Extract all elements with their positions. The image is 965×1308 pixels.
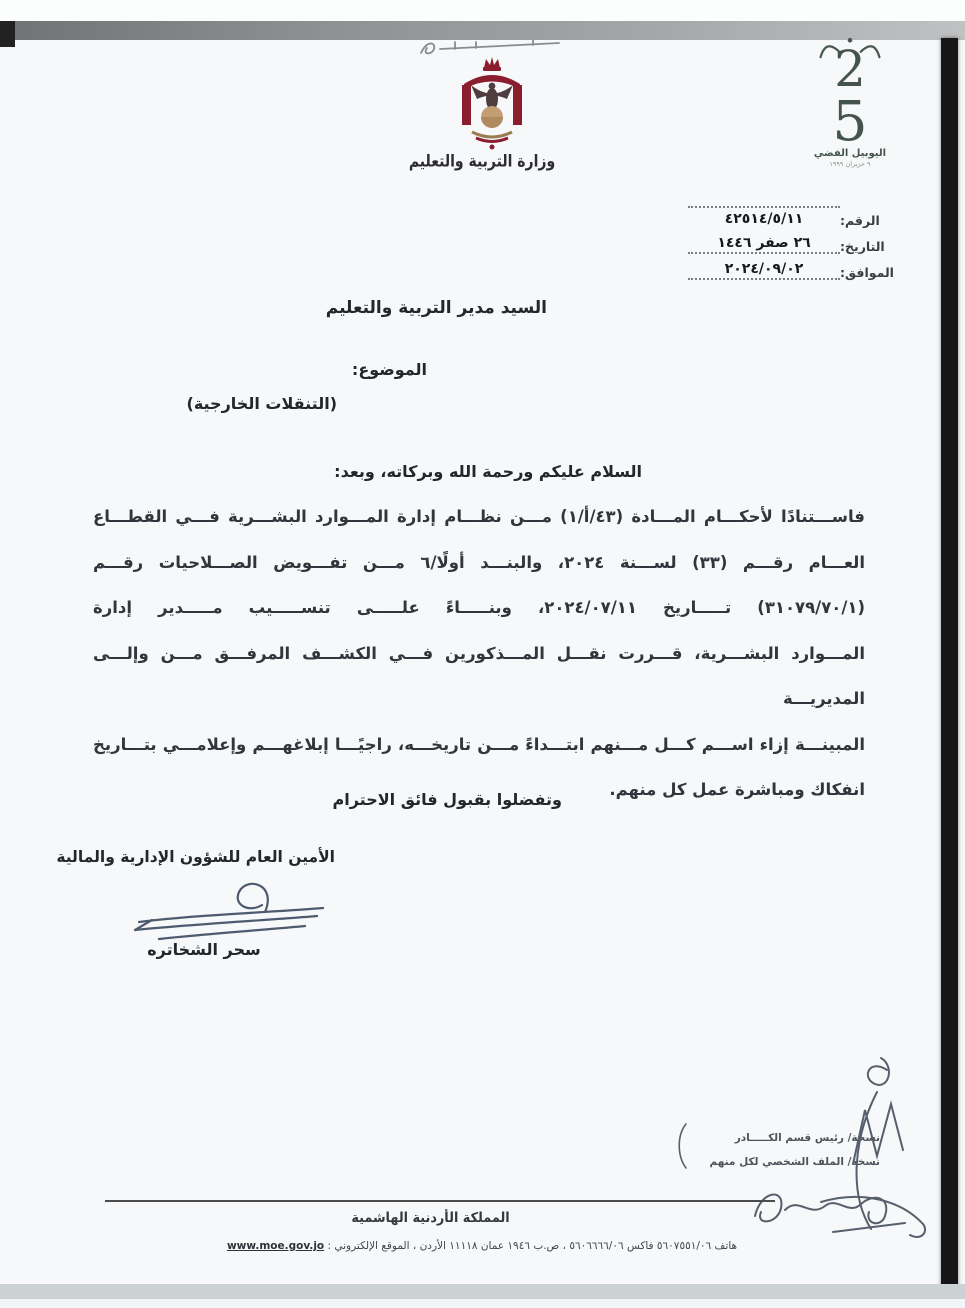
jubilee-subcaption: ٩ حزيران ١٩٩٩ — [829, 160, 871, 168]
body-line: المـــوارد البشـــرية، قـــررت نقـــل المـــذكورين فـــي الكشـــف المرفـــق مـــن وإلـــى المديريـــة — [93, 643, 865, 708]
jubilee-25-logo — [798, 34, 902, 168]
jordan-coat-of-arms-icon — [446, 54, 538, 154]
gregorian-date-label: الموافق: — [840, 265, 894, 280]
letter-body — [93, 494, 865, 813]
greeting-line: السلام عليكم ورحمة الله وبركاته، وبعد: — [334, 462, 642, 481]
copy-note: نسخة/ الملف الشخصي لكل منهم — [709, 1156, 880, 1168]
signatory-title: الأمين العام للشؤون الإدارية والمالية — [56, 848, 335, 866]
svg-text:5: 5 — [832, 90, 868, 150]
addressee-line: السيد مدير التربية والتعليم — [325, 298, 547, 318]
jubilee-caption: اليوبيل الفضي — [813, 148, 887, 159]
handwritten-signature-icon — [125, 872, 337, 948]
body-line: انفكاك ومباشرة عمل كل منهم. — [609, 780, 865, 799]
body-line: (٣١٠٧٩/٧٠/١) تـــــاريخ ٢٠٢٤/٠٧/١١، وبنـــــاءً علـــــى تنســـــيب مـــــدير إدارة — [93, 598, 865, 617]
ministry-name: وزارة التربية والتعليم — [408, 152, 556, 172]
body-line: المبينـــة إزاء اســـم كـــل مـــنهم ابتـــداءً مـــن تاريخـــه، راجيًـــا إبلاغهـــم وإعلامـــي بتـــاريخ — [93, 734, 865, 754]
footer-website: www.moe.gov.jo — [226, 1240, 325, 1252]
footer-contact-text: هاتف ٥٦٠٧٥٥١/٠٦ فاكس ٥٦٠٦٦٦٦/٠٦ ، ص.ب ١٩٤٦ عمان ١١١١٨ الأردن ، الموقع الإلكتروني : — [327, 1240, 738, 1252]
body-line: فاســـتنادًا لأحكـــام المـــادة (٤٣/أ/١) مـــن نظـــام إدارة المـــوارد البشـــرية فـــي القطـــاع — [93, 507, 865, 526]
subject-label: الموضوع: — [351, 360, 427, 379]
subject-value: (التنقلات الخارجية) — [186, 394, 337, 413]
hijri-date-label: التاريخ: — [840, 239, 885, 254]
footer-divider — [105, 1200, 775, 1202]
hijri-date-row — [682, 235, 907, 254]
gregorian-date-value: ٢٠٢٤/٠٩/٠٢ — [688, 261, 840, 280]
copy-note: نسخة/ رئيس قسم الكـــــادر — [734, 1132, 880, 1144]
signatory-name: سحر الشخاتره — [147, 940, 261, 959]
reference-number-value: ٤٢٥١٤/٥/١١ — [688, 206, 840, 228]
footer-contact-line — [131, 1240, 833, 1252]
handwritten-note-icon — [737, 1172, 913, 1248]
handwritten-brace-icon — [675, 1122, 689, 1170]
kingdom-name: المملكة الأردنية الهاشمية — [351, 1210, 510, 1226]
jubilee-25-icon — [806, 34, 894, 150]
reference-number-label: الرقم: — [840, 213, 880, 228]
svg-text:2: 2 — [834, 39, 866, 98]
reference-number-row — [682, 206, 907, 228]
reference-block — [682, 206, 907, 287]
gregorian-date-row — [682, 261, 907, 280]
body-line: العـــام رقـــم (٣٣) لســـنة ٢٠٢٤، والبنـــد أولًا/٦ مـــن تفـــويض الصـــلاحيات رقـــم — [93, 552, 865, 572]
closing-salutation: وتفضلوا بقبول فائق الاحترام — [332, 790, 562, 809]
hijri-date-value: ٢٦ صفر ١٤٤٦ — [688, 235, 840, 254]
